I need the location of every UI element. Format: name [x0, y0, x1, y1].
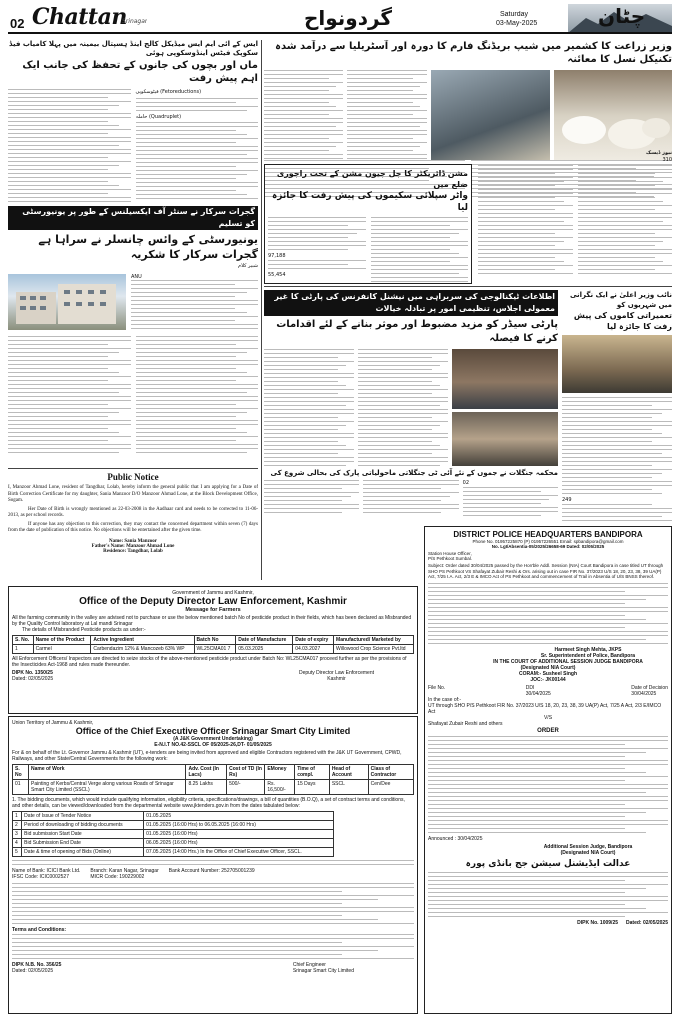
notice-dipk: DIPK No. 1350/25	[12, 670, 53, 676]
story-jal-jeevan	[264, 164, 472, 284]
table-header: Date of Manufacture	[236, 636, 293, 645]
notice-footer: All Enforcement Officers/ Inspectors are directed to seize stocks of the above-mentioned pesticide product under Batch No: WL25CMA017 proceed further as per the provisions of the Insecticides Act-1968 and rules made thereunder.	[12, 656, 407, 668]
page-number: 02	[10, 16, 25, 31]
photo-university-building	[8, 274, 126, 330]
notice-subtitle: Message for Farmers	[185, 607, 241, 613]
issue-day: Saturday	[500, 11, 529, 18]
table-row	[13, 848, 334, 857]
notice-signatory: Kashmir	[327, 676, 346, 682]
table-row	[13, 830, 334, 839]
story-headline: وزیر زراعت کا کشمیر میں شیپ بریڈنگ فارم کا دورہ اور آسٹریلیا سے درآمد شدہ تکنیکل نسل کا معائنہ	[275, 41, 672, 65]
story-column	[371, 217, 469, 284]
court-joc: JOC:- JK00144	[530, 676, 566, 683]
table-row	[13, 780, 414, 795]
section-title: گردونواح	[303, 6, 393, 30]
notice-gov: Union Territory of Jammu & Kashmir,	[12, 720, 94, 726]
table-header: Active Ingredient	[91, 636, 194, 645]
masthead	[8, 4, 672, 34]
notice-dated: Dated: 02/05/2025	[626, 919, 668, 926]
story-figure: 310	[662, 156, 672, 163]
table-cell: SSCL	[329, 780, 368, 795]
story-party-meeting	[264, 290, 558, 466]
notice-signatory: Sr. Superintendent of Police, Bandipora	[540, 652, 636, 659]
table-cell: Painting of Kerbs/Central Verge along various Roads of Srinagar Smart City Limited (SSCL)	[28, 780, 185, 795]
notice-police-bandipora	[424, 526, 672, 1014]
notice-bidding-note: 1. The bidding documents, which would include qualifying information, eligibility criteria, specifications/drawings, a bill of quantities (B.O.Q), a set of contract terms and conditions, and other details, can be viewed/downloaded from the departmental website www.jktenders.gov.in from the dates tabulated below:	[12, 797, 405, 809]
story-figure: 55,454	[268, 271, 286, 278]
column-rule	[261, 40, 262, 580]
table-header: S. No.	[13, 636, 34, 645]
table-cell: 01.05.2025 (16:00 Hrs) to 06.05.2025 (16:00 Hrs)	[144, 821, 334, 830]
court-announced: Announced : 30/04/2025	[428, 835, 483, 842]
story-column	[8, 89, 131, 202]
pesticide-table	[12, 635, 414, 654]
notice-signatory: Srinagar Smart City Limited	[292, 968, 354, 974]
masthead-latin: Chattan	[32, 4, 127, 30]
table-cell: Period of downloading of bidding documents	[22, 821, 144, 830]
table-cell: 07.05.2025 (14:00 Hrs.) In the Office of Chief Executive Officer, SSCL.	[144, 848, 334, 857]
court-judge: Additional Session Judge, Bandipora	[543, 843, 633, 850]
issue-date: 03-May-2025	[496, 20, 538, 27]
notice-intro: The details of Misbranded Pesticide products as under:-	[22, 627, 146, 633]
story-headline: محکمہ جنگلات نے جموں کے نئے آئی ٹی جنگلاتی ماحولیاتی پارک کی بحالی شروع کی	[270, 469, 558, 477]
table-cell: 06.05.2025 (16:00 Hrs)	[144, 839, 334, 848]
court-decision-val: 30/04/2025	[631, 690, 657, 697]
story-keyword: فیٹوسکوپی (Fetoreductions)	[135, 89, 202, 95]
notice-smart-city-tender	[8, 716, 418, 1014]
masthead-sub: Srinagar	[122, 18, 148, 25]
photo-deputy-cm	[562, 335, 672, 393]
story-sheep-breeding	[264, 40, 672, 160]
table-cell: 8.25 Lakhs	[186, 780, 227, 795]
table-header: Adv. Cost (In Lacs)	[186, 765, 227, 780]
story-headline: نائب وزیر اعلیٰ نے ایک نگرانی میں شہریوں کو	[569, 291, 672, 309]
story-subheadline: تعمیراتی کاموں کی پیش رفت کا جائزہ لیا	[573, 311, 672, 331]
notice-to: Station House Officer,	[428, 551, 472, 556]
notice-signatory: Deputy Director Law Enforcement	[298, 670, 374, 676]
table-cell: 1	[13, 645, 34, 654]
bank-micr: MICR Code: 190229002	[90, 874, 145, 880]
masthead-urdu: چٹان	[598, 4, 646, 28]
court-ddi-val: 30/04/2025	[525, 690, 551, 697]
table-cell: 500/-	[227, 780, 265, 795]
notice-body: Her Date of Birth is wrongly mentioned as 22-03-2008 in the Aadhaar card and needs to be corrected to 11-06-2013, as per school records.	[8, 506, 258, 518]
bank-ifsc: IFSC Code: ICIC0002527	[12, 874, 69, 880]
story-acronym: ANU	[131, 273, 142, 280]
story-sheep-right-col	[478, 150, 672, 284]
notice-dated: Dated: 02/05/2025	[12, 676, 54, 682]
notice-father: Father's Name: Manzoor Ahmad Lone	[91, 543, 175, 549]
notice-to: P/S Pethkoot Sumbal.	[428, 556, 473, 561]
notice-title: Public Notice	[107, 472, 159, 482]
schedule-table	[12, 811, 334, 857]
bank-account: Bank Account Number: 252705001239	[168, 868, 255, 874]
story-column	[264, 349, 354, 466]
story-headline: اطلاعات ٹیکنالوجی کی سربراہی میں نیشنل کانفرنس کی پارٹی کا غیر معمولی اجلاس، تنظیمی امور پر تبادلہ خیالات	[264, 290, 558, 316]
table-cell: 01.05.2025 (16:00 Hrs)	[144, 830, 334, 839]
table-cell: Bid submission Start Date	[22, 830, 144, 839]
table-cell: 01.05.2025	[144, 812, 334, 821]
table-cell: 01	[13, 780, 29, 795]
table-row	[13, 645, 414, 654]
notice-body: If anyone has any objection to this correction, they may contact the concerned department within seven (7) days from the date of publication of this notice. No objections will be entertained after the given time.	[8, 521, 258, 533]
story-deputy-cm	[562, 290, 672, 522]
table-cell: Date & time of opening of Bids (Online)	[22, 848, 144, 857]
table-header: EMoney	[265, 765, 295, 780]
table-cell: 5	[13, 848, 22, 857]
story-subheadline: واٹر سپلائی سکیموں کی پیش رفت کا جائزہ لیا	[272, 191, 468, 213]
notice-signatory: Harmeet Singh Mehta, JKPS	[554, 646, 622, 653]
court-subtitle: (Designated NIA Court)	[520, 664, 576, 671]
story-keyword: حاملہ (Quadruplet)	[135, 113, 182, 120]
notice-law-enforcement	[8, 586, 418, 714]
table-cell: Carmel	[33, 645, 91, 654]
table-header: Manufactured/ Marketed by	[334, 636, 414, 645]
table-cell: 15 Days	[295, 780, 330, 795]
bank-branch: Branch: Karan Nagar, Srinagar	[90, 868, 159, 874]
table-cell: Cen/Dee	[368, 780, 413, 795]
table-header: Cost of TD (In Rs)	[227, 765, 265, 780]
story-headline: مشن ڈائریکٹر کا جل جیون مشن کے تحت راجوری ضلع میں	[276, 169, 468, 189]
notice-intro: All the farming community in the valley are advised not to purchase or use the below mentioned batch No of pesticide product in their fields, which has been declared as Misbranded by the Quality Control laboratory at Lal mandi Srinagar	[12, 615, 412, 627]
story-column	[136, 89, 259, 202]
story-column	[347, 70, 426, 160]
table-header: Date of expiry	[293, 636, 334, 645]
table-cell: Carbendazim 12% & Mancozeb 63% WP	[91, 645, 194, 654]
notice-dated: Dated: 02/05/2025	[12, 968, 54, 974]
story-column	[358, 349, 448, 466]
photo-party-meeting-1	[452, 349, 558, 409]
story-subheadline: ماں اور بچوں کی جانوں کے تحفظ کی جانب ایک اہم پیش رفت	[22, 60, 258, 84]
story-headline: یونیورسٹی کے وائس چانسلر نے سراہا ہے گجرات سرکار کا شکریہ	[38, 233, 258, 261]
court-title: IN THE COURT OF ADDITIONAL SESSION JUDGE BANDIPORA	[493, 658, 643, 665]
notice-ref: No. LgI/Absentia-05/2025/26658-69 Dated: 02/05/2025	[491, 544, 605, 549]
table-header: Head of Account	[329, 765, 368, 780]
story-column	[8, 336, 131, 456]
column-rule	[264, 286, 672, 287]
table-cell: 4	[13, 839, 22, 848]
notice-name: Name: Sania Manzoor	[108, 538, 158, 544]
court-accused: Shafayat Zubair Reshi and others	[428, 720, 503, 727]
table-cell: Bid Submission End Date	[22, 839, 144, 848]
table-cell: Date of Issue of Tender Notice	[22, 812, 144, 821]
notice-subtitle: (A J&K Government Undertaking)	[173, 736, 253, 742]
story-banner: گجرات سرکار نے سنٹر آف ایکسیلنس کے طور پر یونیورسٹی کو تسلیم	[8, 206, 258, 230]
column-rule	[8, 468, 258, 469]
notice-intro: For & on behalf of the Lt. Governor Jammu & Kashmir (UT), e-tenders are being invited from approved and eligible Contractors registered with the J&K UT Government, CPWD, Railways, and other State/Central Governments for the following work:	[12, 750, 402, 762]
court-in-case: In the case of:-	[428, 696, 462, 703]
table-cell: 04.03.2027	[293, 645, 334, 654]
table-header: Time of compl.	[295, 765, 330, 780]
masthead-logo	[568, 4, 672, 33]
court-order: ORDER	[537, 727, 559, 734]
table-header: Name of Work	[28, 765, 185, 780]
table-header: Name of the Product	[33, 636, 91, 645]
photo-sheep	[554, 70, 672, 160]
table-header: Class of Contractor	[368, 765, 413, 780]
table-header: Batch No	[194, 636, 236, 645]
notice-body: I, Manzoor Ahmad Lone, resident of Tangdhar, Lolab, hereby inform the general public that I am applying for a Date of Birth Correction Certificate for my daughter, Sania Manzoor D/O Manzoor Ahmad Lone, at the Block Development Office, Sogam.	[8, 485, 258, 503]
story-subheadline: پارٹی سیڈر کو مزید مضبوط اور موثر بنانے کے لئے اقدامات کرنے کا فیصلہ	[276, 319, 558, 344]
notice-title: DISTRICT POLICE HEADQUARTERS BANDIPORA	[453, 530, 643, 539]
notice-terms-title: Terms and Conditions:	[12, 927, 67, 933]
notice-dipk: DIPK N.B. No. 356/25	[12, 962, 62, 968]
story-figure: 02	[462, 480, 470, 486]
table-cell: 2	[13, 821, 22, 830]
table-header: S. No	[13, 765, 29, 780]
bank-name: Name of Bank: ICICI Bank Ltd.	[12, 868, 81, 874]
story-figure: 97,188	[268, 253, 286, 259]
story-column	[264, 70, 343, 160]
story-byline: نیوز ڈیسک	[646, 150, 672, 156]
story-column	[562, 397, 672, 522]
notice-subject: Subject: Order dated 30/04/2025 passed by the Hon'ble Addl. Session (NIA) Court Bandipora in case titled UT through SHO PS Pethkoot VS Shafayat Zubair Reshi & Ors. arising out in case FIR No. 37/2023 U/S 18, 20, 23, 38, 39 UA(P) Act, 7/25 I.A. Act, 2/3 E & IMCO Act of PS Pethkoot and commencement of Trail in Absentia of U/S BNSS thereof.	[428, 563, 664, 579]
table-cell: 1	[13, 812, 22, 821]
table-cell: 05.03.2025	[236, 645, 293, 654]
story-column	[131, 274, 258, 333]
notice-dipk: DIPK No. 1009/25	[577, 919, 619, 926]
story-forest	[264, 468, 558, 520]
notice-gov: Government of Jammu and Kashmir,	[172, 590, 254, 596]
notice-title: Office of the Chief Executive Officer Srinagar Smart City Limited	[75, 726, 351, 736]
table-cell: Rs. 16,500/-	[265, 780, 295, 795]
public-notice	[8, 472, 258, 584]
story-figure: 249	[562, 497, 572, 503]
story-byline: شبیر کلام	[237, 263, 258, 269]
court-case: UT through SHO P/S Pethkoot FIR No. 37/2023 U/S 18, 20, 23, 38, 39 UA(P) Act, 7/25 A Act, 2/3 E/IMCO Act	[428, 702, 662, 715]
notice-residence: Residence: Tangdhar, Lolab	[103, 548, 163, 554]
table-row	[13, 821, 334, 830]
notice-signatory: Chief Engineer	[292, 962, 326, 968]
table-row	[13, 812, 334, 821]
table-cell: Willowood Crop Science Pvt.ltd	[334, 645, 414, 654]
table-row	[13, 839, 334, 848]
table-cell: WL25CMA01 7	[194, 645, 236, 654]
story-column	[136, 336, 259, 456]
tender-table	[12, 764, 414, 795]
notice-title: Office of the Deputy Director Law Enforcement, Kashmir	[79, 596, 347, 607]
court-file-no: File No.	[428, 684, 446, 691]
court-judge: (Designated NIA Court)	[560, 849, 616, 856]
table-cell: 3	[13, 830, 22, 839]
story-skims-fetoscopy	[8, 40, 258, 202]
photo-party-meeting-2	[452, 412, 558, 466]
court-vs: V/S	[543, 714, 553, 721]
story-headline: ایس کے آئی ایم ایس میڈیکل کالج اینڈ ہسپتال بیمینہ میں پہلا کامیاب فیڈ سکوپک فیٹس اینڈوسکوپی ہوئی	[8, 40, 258, 57]
court-date-decision: Date of Decision	[631, 684, 668, 691]
notice-ref: E-N.I.T NO.42-SSCL OF 05/2025-26,DT- 01/05/2025	[154, 742, 272, 748]
story-university	[8, 206, 258, 466]
court-coram: CORAM:- Susheel Singh	[518, 670, 578, 677]
court-ddi: DDI	[525, 684, 535, 691]
notice-phone: Phone No. 01957225870 (P) 01957226551 Email: spbandipora@gmail.com	[472, 539, 624, 544]
photo-minister-visit	[431, 70, 550, 160]
court-urdu-title: عدالت ایڈیشنل سیشن جج بانڈی پورہ	[465, 858, 631, 869]
story-column	[268, 217, 366, 284]
